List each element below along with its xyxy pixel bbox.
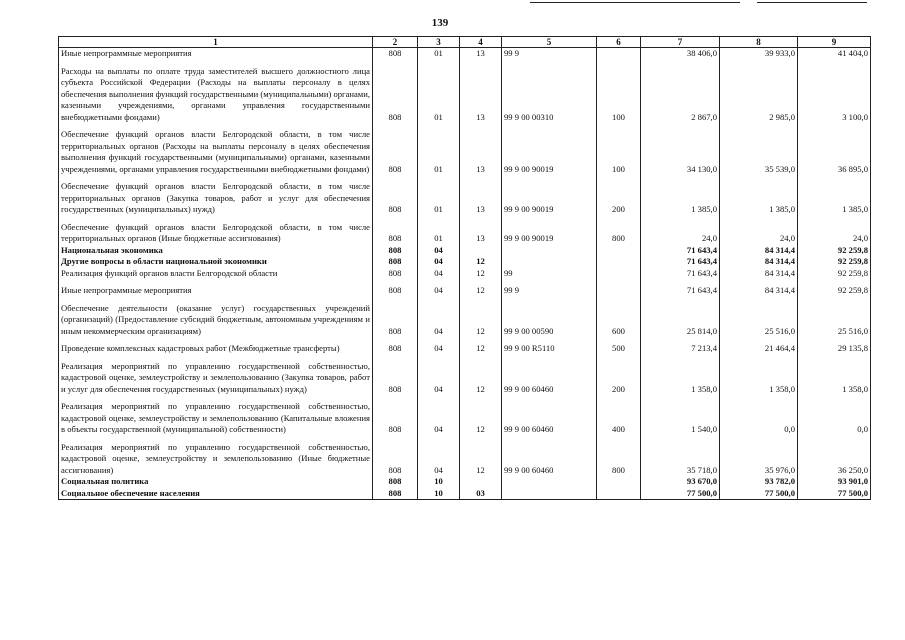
subsection-code [460,476,502,488]
value-col-9: 36 250,0 [798,442,871,477]
value-col-8: 24,0 [720,222,798,245]
subsection-code: 13 [460,129,502,175]
expense-type-code: 800 [597,442,641,477]
section-code: 10 [418,476,460,488]
target-article-code [502,256,597,268]
subsection-code: 12 [460,285,502,297]
section-code: 01 [418,48,460,60]
value-col-7: 71 643,4 [641,245,720,257]
kvsr-code: 808 [373,476,418,488]
subsection-code: 13 [460,222,502,245]
value-col-7: 24,0 [641,222,720,245]
expense-type-code: 800 [597,222,641,245]
kvsr-code: 808 [373,129,418,175]
subsection-code: 03 [460,488,502,500]
expense-type-code [597,245,641,257]
subsection-code: 12 [460,303,502,338]
value-col-8: 0,0 [720,401,798,436]
budget-table [58,36,871,500]
expense-type-code [597,268,641,280]
section-code: 01 [418,66,460,124]
subsection-code: 12 [460,401,502,436]
kvsr-code: 808 [373,401,418,436]
value-col-9: 36 895,0 [798,129,871,175]
table-row [59,48,871,60]
value-col-8: 84 314,4 [720,268,798,280]
subsection-code: 12 [460,268,502,280]
value-col-7: 35 718,0 [641,442,720,477]
table-row [59,488,871,500]
value-col-8: 35 976,0 [720,442,798,477]
value-col-8: 21 464,4 [720,343,798,355]
kvsr-code: 808 [373,268,418,280]
header-cell-6: 6 [597,37,641,48]
table-body [59,48,871,500]
value-col-8: 1 385,0 [720,181,798,216]
kvsr-code: 808 [373,343,418,355]
value-col-8: 77 500,0 [720,488,798,500]
table-row [59,66,871,124]
section-code: 04 [418,303,460,338]
kvsr-code: 808 [373,66,418,124]
row-name: Иные непрограммные мероприятия [59,285,373,297]
subsection-code [460,245,502,257]
value-col-7: 25 814,0 [641,303,720,338]
kvsr-code: 808 [373,488,418,500]
value-col-9: 77 500,0 [798,488,871,500]
subsection-code: 12 [460,442,502,477]
page-number: 139 [431,17,449,29]
scan-top-line-right [757,2,867,3]
target-article-code: 99 9 00 90019 [502,129,597,175]
value-col-7: 93 670,0 [641,476,720,488]
header-cell-5: 5 [502,37,597,48]
table-row [59,303,871,338]
row-name: Социальная политика [59,476,373,488]
value-col-8: 35 539,0 [720,129,798,175]
value-col-9: 92 259,8 [798,285,871,297]
value-col-9: 92 259,8 [798,268,871,280]
target-article-code: 99 [502,268,597,280]
target-article-code: 99 9 00 60460 [502,442,597,477]
header-cell-3: 3 [418,37,460,48]
value-col-7: 1 385,0 [641,181,720,216]
table-row [59,285,871,297]
value-col-8: 84 314,4 [720,285,798,297]
kvsr-code: 808 [373,442,418,477]
section-code: 04 [418,442,460,477]
header-row [59,37,871,48]
section-code: 10 [418,488,460,500]
table-row [59,222,871,245]
scan-top-line-left [530,2,740,3]
row-name: Другие вопросы в области национальной экономики [59,256,373,268]
subsection-code: 12 [460,343,502,355]
value-col-8: 25 516,0 [720,303,798,338]
table-row [59,129,871,175]
table-row [59,256,871,268]
target-article-code: 99 9 00 00590 [502,303,597,338]
row-name: Социальное обеспечение населения [59,488,373,500]
table-row [59,268,871,280]
table-row [59,343,871,355]
value-col-9: 92 259,8 [798,245,871,257]
table-row [59,442,871,477]
section-code: 04 [418,343,460,355]
row-name: Национальная экономика [59,245,373,257]
value-col-7: 71 643,4 [641,268,720,280]
row-name: Реализация мероприятий по управлению государственной собственностью, кадастровой оценке, землеустройству и землепользованию (Закупка товаров, работ и услуг для обеспечения государственных (муниципальных) нужд) [59,361,373,396]
value-col-8: 93 782,0 [720,476,798,488]
value-col-7: 77 500,0 [641,488,720,500]
target-article-code: 99 9 00 90019 [502,222,597,245]
row-name: Реализация мероприятий по управлению государственной собственностью, кадастровой оценке, землеустройству и землепользованию (Капитальные вложения в объекты государственной (муниципальной) собственности) [59,401,373,436]
row-name: Обеспечение деятельности (оказание услуг) государственных учреждений (организаций) (Предоставление субсидий бюджетным, автономным учреждениям и иным некоммерческим организациям) [59,303,373,338]
target-article-code: 99 9 00 00310 [502,66,597,124]
value-col-9: 41 404,0 [798,48,871,60]
expense-type-code: 400 [597,401,641,436]
value-col-9: 25 516,0 [798,303,871,338]
kvsr-code: 808 [373,48,418,60]
value-col-8: 2 985,0 [720,66,798,124]
expense-type-code: 100 [597,66,641,124]
target-article-code [502,488,597,500]
row-name: Реализация мероприятий по управлению государственной собственностью, кадастровой оценке, землеустройству и землепользованию (Иные бюджетные ассигнования) [59,442,373,477]
expense-type-code: 200 [597,181,641,216]
target-article-code: 99 9 00 60460 [502,361,597,396]
kvsr-code: 808 [373,245,418,257]
section-code: 01 [418,222,460,245]
value-col-7: 7 213,4 [641,343,720,355]
expense-type-code: 200 [597,361,641,396]
subsection-code: 13 [460,48,502,60]
value-col-7: 34 130,0 [641,129,720,175]
row-name: Расходы на выплаты по оплате труда заместителей высшего должностного лица субъекта Российской Федерации (Расходы на выплаты персоналу в целях обеспечения выполнения функций государственными (муниципальными) органами, казенными учреждениями, органами управления государственными внебюджетными фондами) [59,66,373,124]
value-col-9: 24,0 [798,222,871,245]
kvsr-code: 808 [373,181,418,216]
section-code: 04 [418,401,460,436]
value-col-8: 39 933,0 [720,48,798,60]
value-col-9: 1 358,0 [798,361,871,396]
kvsr-code: 808 [373,361,418,396]
table-row [59,361,871,396]
section-code: 04 [418,245,460,257]
expense-type-code: 600 [597,303,641,338]
header-cell-1: 1 [59,37,373,48]
row-name: Иные непрограммные мероприятия [59,48,373,60]
value-col-7: 71 643,4 [641,285,720,297]
value-col-9: 29 135,8 [798,343,871,355]
value-col-9: 3 100,0 [798,66,871,124]
target-article-code [502,245,597,257]
value-col-9: 0,0 [798,401,871,436]
section-code: 01 [418,129,460,175]
value-col-9: 92 259,8 [798,256,871,268]
section-code: 04 [418,285,460,297]
target-article-code: 99 9 [502,48,597,60]
subsection-code: 13 [460,181,502,216]
target-article-code: 99 9 00 R5110 [502,343,597,355]
value-col-8: 84 314,4 [720,256,798,268]
value-col-9: 1 385,0 [798,181,871,216]
expense-type-code [597,476,641,488]
table-row [59,476,871,488]
target-article-code [502,476,597,488]
row-name: Обеспечение функций органов власти Белгородской области, в том числе территориальных органов (Иные бюджетные ассигнования) [59,222,373,245]
value-col-8: 1 358,0 [720,361,798,396]
section-code: 04 [418,361,460,396]
expense-type-code [597,488,641,500]
header-cell-4: 4 [460,37,502,48]
kvsr-code: 808 [373,256,418,268]
section-code: 04 [418,256,460,268]
target-article-code: 99 9 00 90019 [502,181,597,216]
row-name: Обеспечение функций органов власти Белгородской области, в том числе территориальных органов (Расходы на выплаты персоналу в целях обеспечения выполнения функций государственными (муниципальными) органами, казенными учреждениями, органами управления государственными внебюджетными фондами) [59,129,373,175]
kvsr-code: 808 [373,222,418,245]
row-name: Реализация функций органов власти Белгородской области [59,268,373,280]
header-cell-8: 8 [720,37,798,48]
target-article-code: 99 9 [502,285,597,297]
table-row [59,181,871,216]
value-col-9: 93 901,0 [798,476,871,488]
expense-type-code: 100 [597,129,641,175]
section-code: 04 [418,268,460,280]
kvsr-code: 808 [373,285,418,297]
table-row [59,245,871,257]
expense-type-code [597,285,641,297]
row-name: Проведение комплексных кадастровых работ (Межбюджетные трансферты) [59,343,373,355]
value-col-7: 1 358,0 [641,361,720,396]
kvsr-code: 808 [373,303,418,338]
subsection-code: 13 [460,66,502,124]
row-name: Обеспечение функций органов власти Белгородской области, в том числе территориальных органов (Закупка товаров, работ и услуг для обеспечения государственных (муниципальных) нужд) [59,181,373,216]
subsection-code: 12 [460,256,502,268]
header-cell-2: 2 [373,37,418,48]
expense-type-code [597,48,641,60]
value-col-7: 1 540,0 [641,401,720,436]
target-article-code: 99 9 00 60460 [502,401,597,436]
expense-type-code [597,256,641,268]
expense-type-code: 500 [597,343,641,355]
value-col-7: 38 406,0 [641,48,720,60]
value-col-7: 2 867,0 [641,66,720,124]
subsection-code: 12 [460,361,502,396]
header-cell-9: 9 [798,37,871,48]
header-cell-7: 7 [641,37,720,48]
table-row [59,401,871,436]
value-col-8: 84 314,4 [720,245,798,257]
section-code: 01 [418,181,460,216]
value-col-7: 71 643,4 [641,256,720,268]
